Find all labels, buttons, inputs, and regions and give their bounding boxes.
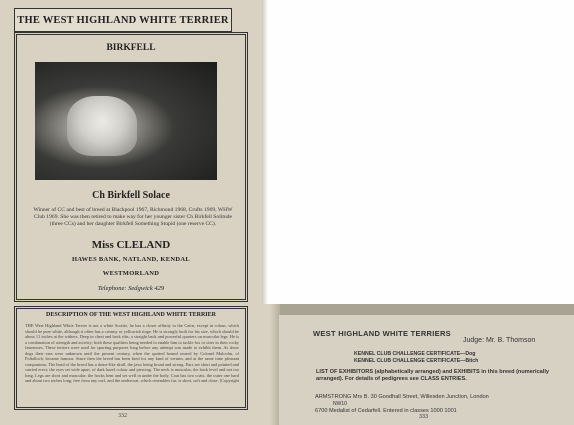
owner-name: Miss CLELAND [91, 239, 171, 251]
page-number-right: 333 [419, 414, 429, 420]
owner-telephone: Telephone: Sedgwick 429 [97, 285, 165, 292]
exhibit-entry: 6700 Medalist of Cedarfell. Entered in classes 1000 1001 [315, 408, 457, 414]
description-text: THE West Highland White Terrier is not a white Scottie, he has a closer affinity to the Cairn, except in colour, which should be pure white, although it often has a creamy or yellowish tinge. He is strongly built for his size, which should be about 11 inches at the withers. Deep in chest and back ribs; a straight back and powerful quarters on muscular legs. He is a combination of strength and activity; both these qualities being needed to enable him to tackle fox or otter in their rocky fastnesses. These terriers were used for sporting purposes long before any attempt was made to exhibit them. As show dogs their ears were unknown until the present century, when the spotted hound owned by Colonel Malcolm, of Poltalloch, became famous. Since then the breed has been bred for any kind of vermin, and at the same time pleasant companions. The head of the breed has a dome-like skull, the jaws being broad and strong. Ears are short and pointed and carried erect; the eyes set wide apart, of dark hazel colour and piercing. The neck is muscular, the back level and not too long. Legs are short and muscular; the hocks bent and set well in under the body. Coat has two coats, the outer one hard and about two inches long, free from any curl, and the undercoat, which resembles fur, is short, soft and close. [Copyright [25, 323, 239, 383]
dog-bio: Winner of CC and best of breed at Blackpool 1967, Richmond 1968, Crufts 1969, WHW Club 1969. She was then retired to make way for her younger sister Ch Birkfell Solitude (three CCs) and her daughter Birkfell Something Stupid (one reserve CC). [33, 207, 233, 227]
judge-name: Judge: Mr. B. Thomson [463, 337, 536, 344]
exhibitor-list-heading: LIST OF EXHIBITORS (alphabetically arranged) and EXHIBITS in this breed (numerically arranged). For details of pedigrees see CLASS ENTRIES. [316, 369, 550, 382]
cc-bitch: KENNEL CLUB CHALLENGE CERTIFICATE—Bitch [354, 358, 479, 364]
kennel-name: BIRKFELL [106, 43, 156, 53]
kennel-advert [14, 32, 248, 302]
cc-dog: KENNEL CLUB CHALLENGE CERTIFICATE—Dog [354, 351, 476, 357]
breed-description [14, 306, 248, 410]
blank-white-sheet [262, 0, 574, 304]
sheet-fold-shadow [262, 0, 268, 304]
owner-address-line2: WESTMORLAND [102, 270, 160, 277]
exhibitor-entry: ARMSTRONG Mrs B. 30 Goodhall Street, Willesden Junction, London [315, 394, 489, 400]
page-header [14, 8, 232, 32]
breed-section-title: WEST HIGHLAND WHITE TERRIERS [313, 329, 451, 338]
right-page [279, 315, 574, 425]
dog-photo [35, 62, 217, 180]
exhibitor-postcode: NW10 [333, 401, 347, 407]
description-title: DESCRIPTION OF THE WEST HIGHLAND WHITE TERRIER [46, 312, 216, 318]
page-header-text: THE WEST HIGHLAND WHITE TERRIER [17, 14, 229, 26]
photo-caption: Ch Birkfell Solace [92, 190, 170, 201]
terrier-figure [67, 96, 137, 156]
page-number-left: 332 [118, 413, 127, 419]
owner-address-line1: HAWES BANK, NATLAND, KENDAL [72, 256, 190, 263]
left-page [0, 0, 280, 425]
